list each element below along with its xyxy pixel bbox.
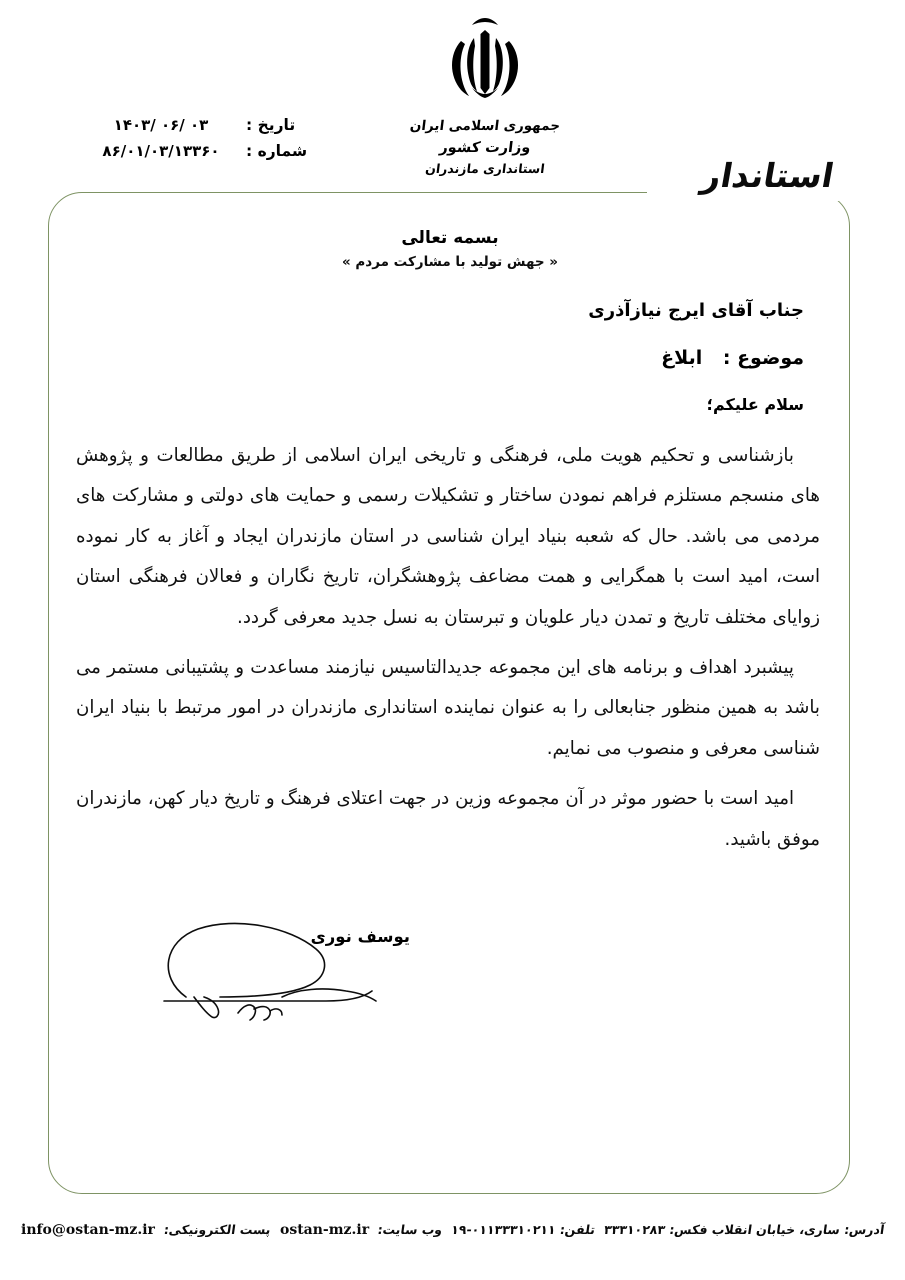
letter-body	[70, 210, 830, 860]
footer-website-value[interactable]: ostan-mz.ir	[279, 1222, 369, 1238]
signer-name: یوسف نوری	[310, 927, 410, 946]
letterhead	[0, 0, 905, 200]
footer-email-label: پست الکترونیکی:	[162, 1222, 272, 1237]
subject-label: موضوع :	[722, 347, 804, 369]
date-row	[86, 116, 386, 134]
body-paragraph: بازشناسی و تحکیم هویت ملی، فرهنگی و تاریخی ایران اسلامی از طریق مطالعات و پژوهش های منسجم مستلزم فراهم نمودن ساختار و تشکیلات رسمی و حمایت های دولتی و مشارکت های مردمی می باشد. حال که شعبه بنیاد ایران شناسی در استان مازندران ایجاد و آغاز به کار نموده است، امید است با همگرایی و همت مضاعف پژوهشگران، تاریخ نگاران و فعالان فرهنگی استان زوایای مختلف تاریخ و تمدن دیار علویان و تبرستان به نسل جدید معرفی گردد.	[76, 445, 820, 628]
letter-meta	[86, 116, 386, 168]
governor-title: استاندار	[690, 158, 844, 194]
emblem-block	[400, 14, 570, 179]
subject-line	[70, 347, 804, 369]
iran-emblem	[439, 14, 531, 110]
body-paragraph: پیشبرد اهداف و برنامه های این مجموعه جدیدالتاسیس نیازمند مساعدت و پشتیبانی مستمر می باشد به همین منظور جنابعالی را به عنوان نماینده استانداری مازندران در امور مرتبط با بنیاد ایران شناسی معرفی و منصوب می نمایم.	[76, 657, 820, 759]
number-value: ۸۶/۰۱/۰۳/۱۳۳۶۰	[102, 142, 220, 160]
addressee: جناب آقای ایرج نیازآذری	[588, 300, 804, 321]
handwritten-signature	[150, 905, 395, 1030]
org-line-ministry: وزارت کشور	[438, 139, 532, 156]
number-row	[86, 142, 386, 160]
footer-website-label: وب سایت:	[376, 1222, 444, 1237]
footer-email-value[interactable]: info@ostan-mz.ir	[20, 1222, 155, 1238]
org-line-province: استانداری مازندران	[424, 161, 546, 177]
footer-inner	[20, 1222, 886, 1238]
body-paragraph: امید است با حضور موثر در آن مجموعه وزین در جهت اعتلای فرهنگ و تاریخ دیار کهن، مازندران موفق باشید.	[76, 788, 820, 850]
greeting: سلام علیکم؛	[706, 395, 804, 414]
date-value: ۱۴۰۳/ ۰۶/ ۰۳	[113, 116, 209, 134]
letter-footer	[0, 1222, 905, 1238]
footer-address: آدرس: ساری، خیابان انقلاب فکس: ۳۳۳۱۰۲۸۳	[602, 1222, 886, 1237]
year-slogan: « جهش تولید با مشارکت مردم »	[341, 254, 559, 270]
date-label: تاریخ :	[246, 116, 296, 134]
number-label: شماره :	[246, 142, 308, 160]
footer-phone: تلفن: ۰۱۱۳۳۳۱۰۲۱۱-۱۹	[450, 1222, 596, 1237]
signature-area	[150, 905, 410, 1035]
subject-value: ابلاغ	[661, 347, 703, 369]
basmala: بسمه تعالی	[401, 228, 499, 248]
org-line-country: جمهوری اسلامی ایران	[409, 118, 562, 134]
